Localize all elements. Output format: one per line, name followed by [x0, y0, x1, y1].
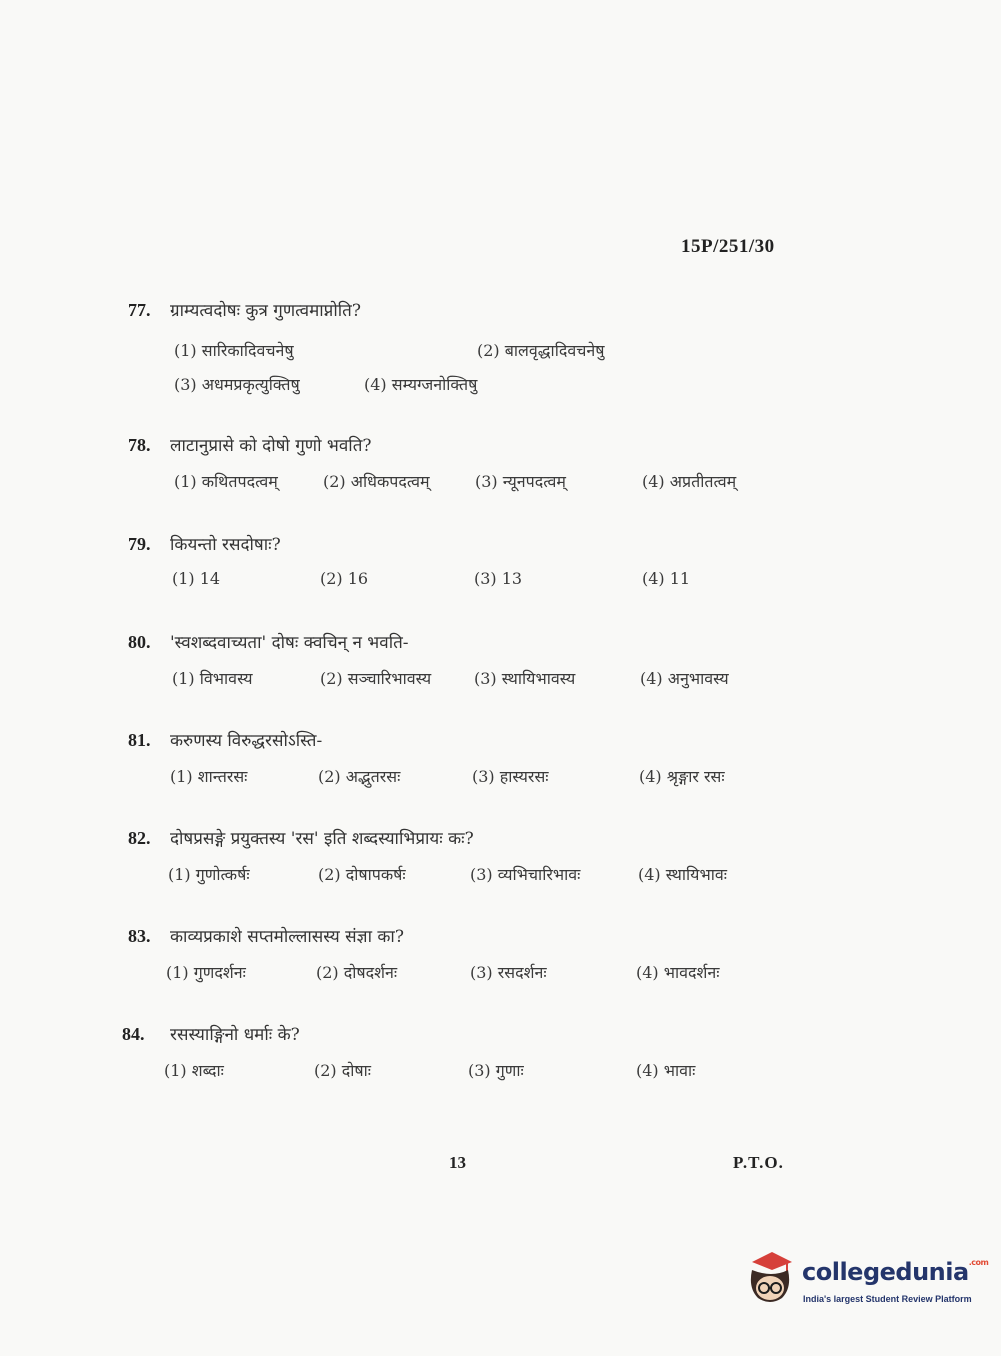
- question-number: 79.: [128, 534, 151, 554]
- question-79: [128, 532, 808, 603]
- option-4: (4) 11: [642, 569, 691, 588]
- mascot-icon: [742, 1248, 798, 1308]
- option-3: (3) न्यूनपदत्वम्: [475, 472, 566, 491]
- option-1: (1) कथितपदत्वम्: [174, 472, 278, 491]
- question-text: दोषप्रसङ्गे प्रयुक्तस्य 'रस' इति शब्दस्याभिप्रायः कः?: [170, 829, 474, 849]
- option-3: (3) रसदर्शनः: [470, 963, 547, 982]
- option-4: (4) भावाः: [636, 1061, 696, 1080]
- option-4: (4) भावदर्शनः: [636, 963, 720, 982]
- option-1: (1) गुणोत्कर्षः: [168, 865, 250, 884]
- question-84: [122, 1022, 808, 1093]
- option-3: (3) अधमप्रकृत्युक्तिषु: [174, 375, 300, 394]
- question-number: 83.: [128, 926, 151, 946]
- question-text: कियन्तो रसदोषाः?: [170, 535, 281, 555]
- option-4: (4) सम्यग्जनोक्तिषु: [364, 375, 478, 394]
- question-78: [128, 433, 808, 504]
- option-1: (1) शब्दाः: [164, 1061, 224, 1080]
- option-3: (3) गुणाः: [468, 1061, 524, 1080]
- question-text: ग्राम्यत्वदोषः कुत्र गुणत्वमाप्नोति?: [170, 301, 361, 321]
- question-text: रसस्याङ्गिनो धर्माः के?: [170, 1025, 300, 1045]
- option-1: (1) गुणदर्शनः: [166, 963, 246, 982]
- question-80: [128, 630, 808, 701]
- option-1: (1) शान्तरसः: [170, 767, 248, 786]
- pto-label: P.T.O.: [733, 1153, 784, 1172]
- question-83: [128, 924, 808, 995]
- option-1: (1) 14: [172, 569, 221, 588]
- option-3: (3) स्थायिभावस्य: [474, 669, 576, 688]
- option-2: (2) 16: [320, 569, 369, 588]
- brand-tagline: India's largest Student Review Platform: [803, 1294, 972, 1304]
- brand-name: collegedunia$^{.com}$: [802, 1258, 989, 1286]
- paper-code: 15P/251/30: [681, 236, 775, 257]
- collegedunia-logo: [742, 1248, 989, 1318]
- option-3: (3) व्यभिचारिभावः: [470, 865, 581, 884]
- question-81: [128, 728, 808, 799]
- option-4: (4) अनुभावस्य: [640, 669, 729, 688]
- option-2: (2) दोषदर्शनः: [316, 963, 398, 982]
- option-3: (3) 13: [474, 569, 523, 588]
- question-number: 81.: [128, 730, 151, 750]
- option-2: (2) दोषाः: [314, 1061, 372, 1080]
- option-1: (1) विभावस्य: [172, 669, 253, 688]
- question-number: 84.: [122, 1024, 145, 1044]
- option-4: (4) स्थायिभावः: [638, 865, 727, 884]
- option-2: (2) दोषापकर्षः: [318, 865, 406, 884]
- question-number: 82.: [128, 828, 151, 848]
- option-1: (1) सारिकादिवचनेषु: [174, 341, 294, 360]
- option-2: (2) अधिकपदत्वम्: [323, 472, 430, 491]
- question-number: 77.: [128, 300, 151, 320]
- option-2: (2) अद्भुतरसः: [318, 767, 401, 786]
- page-number: 13: [449, 1153, 466, 1172]
- question-text: करुणस्य विरुद्धरसोऽस्ति-: [170, 731, 323, 751]
- option-3: (3) हास्यरसः: [472, 767, 549, 786]
- question-number: 78.: [128, 435, 151, 455]
- question-text: लाटानुप्रासे को दोषो गुणो भवति?: [170, 436, 372, 456]
- brand-suffix: .com: [968, 1258, 989, 1267]
- question-82: [128, 826, 808, 897]
- option-4: (4) अप्रतीतत्वम्: [642, 472, 737, 491]
- option-2: (2) बालवृद्धादिवचनेषु: [477, 341, 605, 360]
- option-4: (4) श्रृङ्गार रसः: [639, 767, 725, 786]
- question-77: [128, 298, 808, 407]
- question-text: काव्यप्रकाशे सप्तमोल्लासस्य संज्ञा का?: [170, 927, 404, 947]
- question-text: 'स्वशब्दवाच्यता' दोषः क्वचिन् न भवति-: [170, 633, 409, 653]
- question-number: 80.: [128, 632, 151, 652]
- option-2: (2) सञ्चारिभावस्य: [320, 669, 432, 688]
